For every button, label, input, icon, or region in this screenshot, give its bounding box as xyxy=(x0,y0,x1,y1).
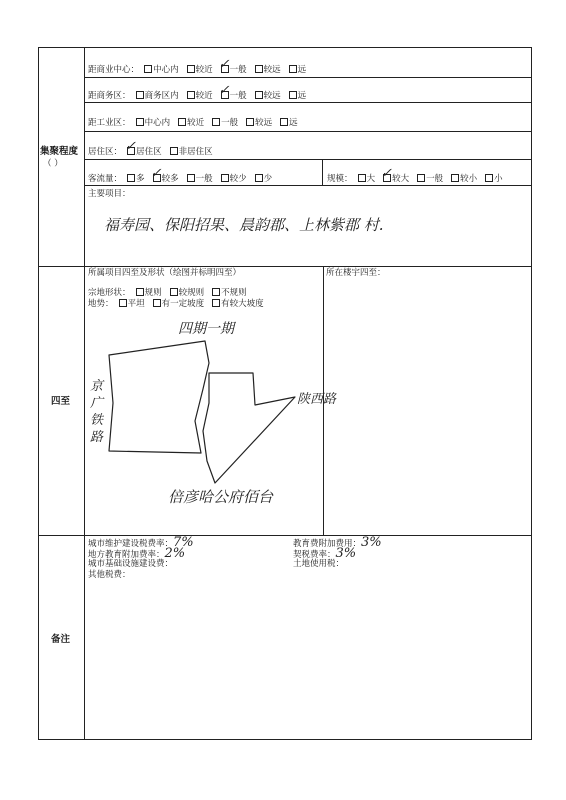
terrain-label: 地势： xyxy=(88,299,114,309)
row-customer-flow xyxy=(88,166,280,185)
checkbox[interactable] xyxy=(212,118,220,126)
checkbox-label: 非居住区 xyxy=(178,147,213,157)
checkbox-option[interactable] xyxy=(212,118,238,129)
remark-item: 城市维护建设税费率：7% xyxy=(88,535,194,550)
checkbox-option[interactable] xyxy=(136,91,179,102)
building-boundary-header: 所在楼宇四至： xyxy=(326,268,386,278)
row-line xyxy=(84,102,532,103)
checkbox-label: 较小 xyxy=(460,174,478,184)
customer-flow-options xyxy=(127,166,280,184)
checkbox-label: 有一定坡度 xyxy=(161,299,205,309)
row-scale xyxy=(327,166,511,185)
checkbox-label: 较远 xyxy=(263,65,281,75)
checkbox[interactable] xyxy=(221,174,229,182)
checkbox[interactable] xyxy=(136,91,144,99)
checkbox-option[interactable] xyxy=(221,174,247,185)
border-left xyxy=(38,47,39,740)
checkbox-label: 规则 xyxy=(144,288,162,298)
checkbox-label: 有较大坡度 xyxy=(221,299,264,309)
checkbox-label: 中心内 xyxy=(144,118,171,128)
checkbox[interactable] xyxy=(246,118,254,126)
checkbox-option[interactable] xyxy=(144,65,179,76)
checkbox-option[interactable] xyxy=(485,174,503,185)
checkbox-option[interactable] xyxy=(255,65,281,76)
checkbox-option[interactable] xyxy=(381,166,410,185)
checkbox-label: 居住区 xyxy=(136,147,162,157)
border-right xyxy=(531,47,532,740)
checkbox-option[interactable] xyxy=(187,65,213,76)
parcel-shape-label: 宗地形状： xyxy=(88,288,131,298)
checkbox-option[interactable] xyxy=(451,174,477,185)
checkbox-label: 不规则 xyxy=(221,288,247,298)
row-industrial-zone xyxy=(88,110,306,129)
checkbox-label: 中心内 xyxy=(153,65,179,75)
checkbox[interactable] xyxy=(485,174,493,182)
checkbox-label: 一般 xyxy=(229,65,247,75)
checkbox-option[interactable] xyxy=(178,118,204,129)
checkbox-label: 远 xyxy=(297,65,307,75)
remark-item: 地方教育附加费率：2% xyxy=(88,546,186,561)
sketch-label-east: 陕西路 xyxy=(297,392,337,407)
checkbox[interactable] xyxy=(187,174,195,182)
commercial-center-options xyxy=(144,57,314,75)
checkbox-option[interactable] xyxy=(127,174,145,185)
checkbox-label: 较近 xyxy=(187,118,205,128)
checkbox[interactable] xyxy=(289,91,297,99)
remark-item: 城市基础设施建设费： xyxy=(88,559,174,569)
sketch-label-west: 京广铁路 xyxy=(90,379,104,445)
checkbox-label: 一般 xyxy=(229,91,247,101)
row-line xyxy=(84,77,532,78)
checkbox-label: 较大 xyxy=(392,174,410,184)
parcel-left-outline xyxy=(109,341,209,453)
checkbox[interactable] xyxy=(127,174,135,182)
main-projects-label: 主要项目： xyxy=(88,189,131,199)
remark-item: 其他税费： xyxy=(88,570,131,580)
industrial-zone-label: 距工业区： xyxy=(88,118,131,128)
checkbox-label: 远 xyxy=(297,91,307,101)
row-line xyxy=(84,159,532,160)
checkbox[interactable] xyxy=(187,65,195,73)
customer-flow-label: 客流量： xyxy=(88,174,123,184)
checkbox-label: 较规则 xyxy=(178,288,205,298)
checkbox-option[interactable] xyxy=(125,139,162,158)
scale-label: 规模： xyxy=(327,174,353,184)
row-residential-zone xyxy=(88,139,221,158)
checkbox-label: 少 xyxy=(263,174,273,184)
checkbox-label: 多 xyxy=(136,174,145,184)
section-divider xyxy=(38,535,532,536)
residential-zone-options xyxy=(125,139,221,157)
checkbox[interactable] xyxy=(417,174,425,182)
checkbox-label: 商务区内 xyxy=(144,91,179,101)
boundaries-label: 四至 xyxy=(51,396,71,407)
checkbox[interactable] xyxy=(187,91,195,99)
checkbox-label: 一般 xyxy=(221,118,239,128)
agglomeration-label: 集聚程度 xyxy=(40,146,79,157)
checkbox-label: 远 xyxy=(289,118,298,128)
commercial-center-label: 距商业中心： xyxy=(88,65,140,75)
checkbox-label: 较近 xyxy=(195,65,213,75)
remark-item: 土地使用税： xyxy=(293,559,345,569)
parcel-right-outline xyxy=(203,373,295,483)
checkbox-label: 较近 xyxy=(195,91,213,101)
checkbox-option[interactable] xyxy=(255,174,273,185)
main-projects-handwritten: 福寿园、保阳招果、晨韵郡、上林紫郡 村. xyxy=(104,216,384,234)
row-commercial-center xyxy=(88,57,314,76)
checkbox-label: 小 xyxy=(494,174,503,184)
industrial-zone-options xyxy=(136,118,306,128)
checkbox-option[interactable] xyxy=(417,174,443,185)
checkbox[interactable] xyxy=(255,91,263,99)
checkbox-option[interactable] xyxy=(136,118,171,129)
checkbox-label: 较远 xyxy=(263,91,281,101)
checkbox-option[interactable] xyxy=(358,174,376,185)
boundary-header: 所属项目四至及形状（绘图并标明四至） xyxy=(88,268,242,278)
checkbox-option[interactable] xyxy=(218,83,247,102)
business-district-options xyxy=(136,83,315,101)
checkbox[interactable] xyxy=(289,65,297,73)
checkbox-option[interactable] xyxy=(218,57,247,76)
residential-zone-label: 居住区： xyxy=(88,147,123,157)
checkbox-option[interactable] xyxy=(280,118,298,129)
checkbox[interactable] xyxy=(144,65,152,73)
remark-item: 契税费率：3% xyxy=(293,546,357,561)
sketch-label-north: 四期一期 xyxy=(178,321,234,337)
row-line xyxy=(84,185,532,186)
checkbox-label: 较少 xyxy=(229,174,247,184)
remarks-label: 备注 xyxy=(51,634,71,645)
checkbox-option[interactable] xyxy=(289,91,307,102)
scale-options xyxy=(358,166,511,184)
checkbox-option[interactable] xyxy=(187,91,213,102)
checkbox-label: 一般 xyxy=(426,174,444,184)
checkbox-option[interactable] xyxy=(170,147,213,158)
border-top xyxy=(38,47,532,48)
checkbox-option[interactable] xyxy=(246,118,272,129)
checkbox-label: 大 xyxy=(366,174,376,184)
section-divider xyxy=(38,266,532,267)
border-bottom xyxy=(38,739,532,740)
row-line xyxy=(84,131,532,132)
checkmark-icon: ✓ xyxy=(381,166,393,181)
checkbox[interactable] xyxy=(358,174,366,182)
checkbox-label: 较远 xyxy=(255,118,273,128)
checkbox-label: 较多 xyxy=(161,174,179,184)
checkmark-icon: ✓ xyxy=(218,57,230,72)
checkbox[interactable] xyxy=(451,174,459,182)
checkbox[interactable] xyxy=(178,118,186,126)
checkbox[interactable] xyxy=(136,118,144,126)
flow-scale-divider xyxy=(322,159,323,185)
row-business-district xyxy=(88,83,314,102)
checkbox-option[interactable] xyxy=(187,174,213,185)
checkbox[interactable] xyxy=(255,174,263,182)
business-district-label: 距商务区： xyxy=(88,91,131,101)
sketch-label-south: 倍彦哈公府佰台 xyxy=(168,488,274,506)
checkmark-icon: ✓ xyxy=(150,166,162,181)
checkbox-label: 平坦 xyxy=(127,299,145,309)
checkbox[interactable] xyxy=(170,147,178,155)
checkbox-option[interactable] xyxy=(150,166,179,185)
checkbox-option[interactable] xyxy=(255,91,281,102)
checkbox[interactable] xyxy=(255,65,263,73)
checkbox-option[interactable] xyxy=(289,65,307,76)
remark-item: 教育费附加费用：3% xyxy=(293,535,382,550)
checkmark-icon: ✓ xyxy=(218,83,230,98)
agglomeration-paren: （ ） xyxy=(43,159,63,169)
checkbox[interactable] xyxy=(280,118,288,126)
checkbox-label: 一般 xyxy=(195,174,213,184)
checkmark-icon: ✓ xyxy=(125,139,137,154)
